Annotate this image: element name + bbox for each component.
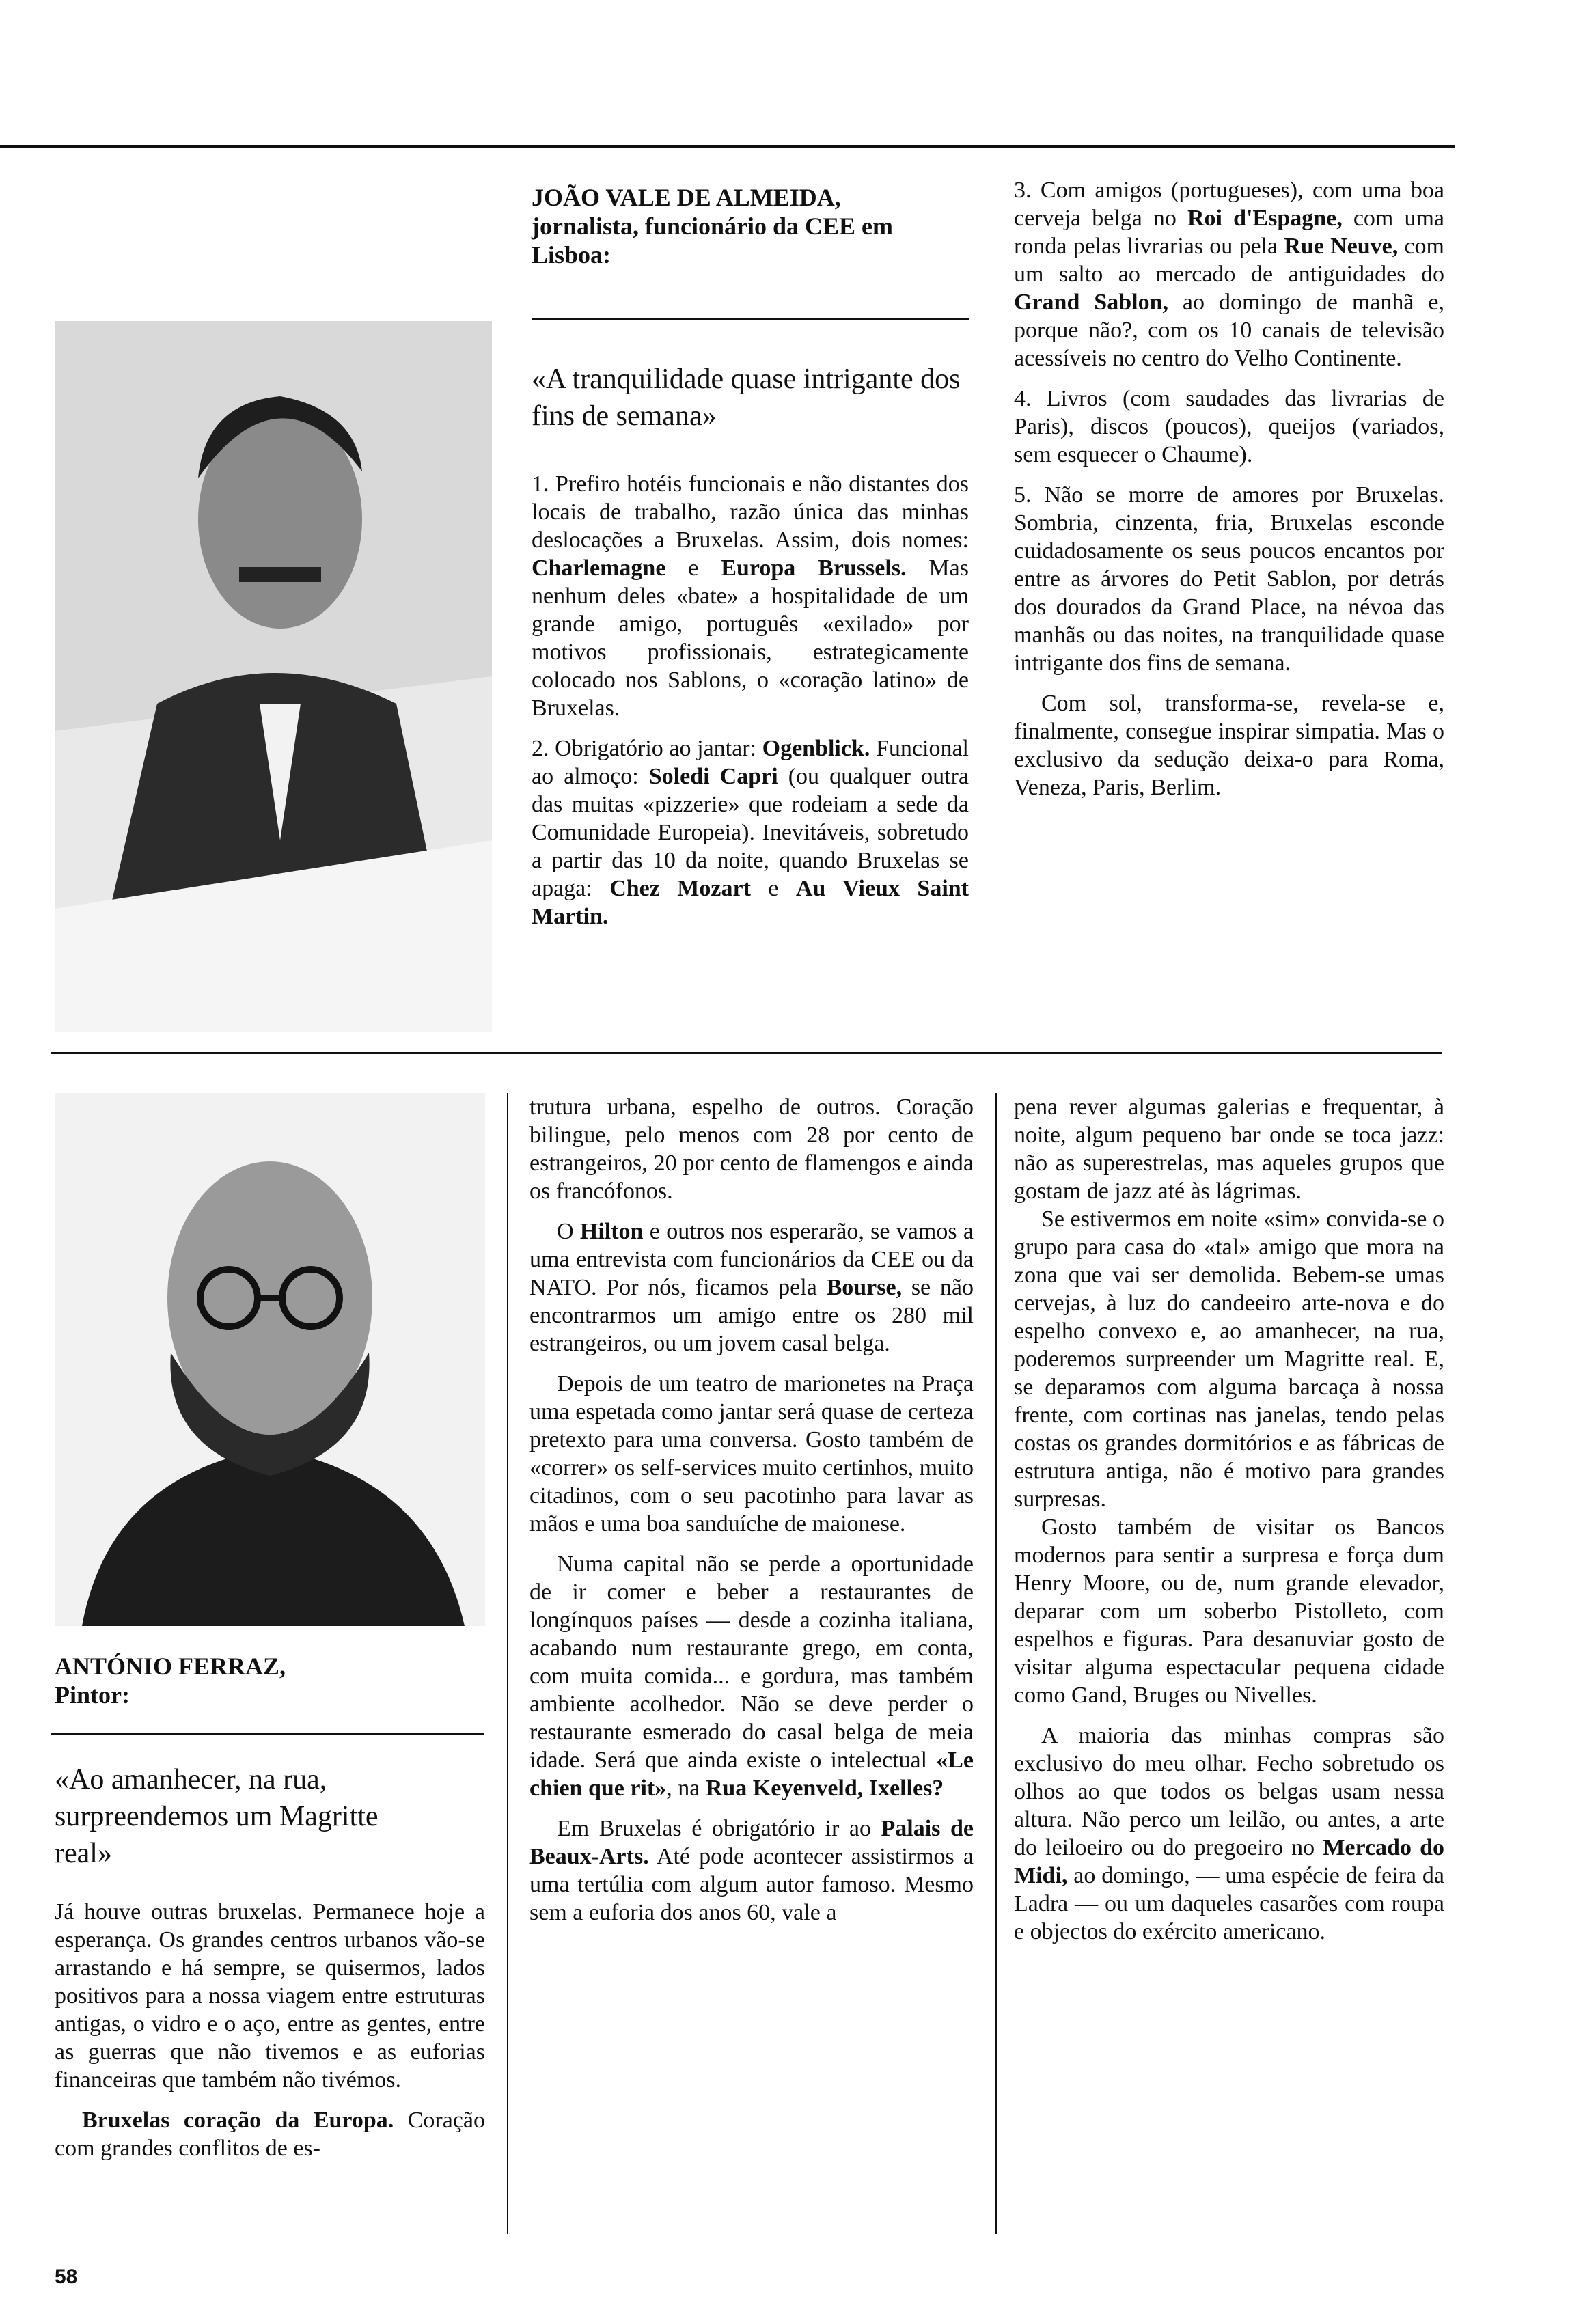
- article2-column-3: [1014, 1093, 1444, 1946]
- article2-column-2: [529, 1093, 974, 1927]
- paragraph: Numa capital não se perde a oportunidade de ir comer e beber a restaurantes de longínquos países — desde a cozinha italiana, acabando num restaurante grego, em conta, com muita comida... e gordura, mas também ambiente acolhedor. Não se deve perder o restaurante esmerado do casal belga de meia idade. Será que ainda existe o intelectual «Le chien que rit», na Rua Keyenveld, Ixelles?: [529, 1552, 974, 1801]
- bold-term: Roi d'Espagne,: [1187, 206, 1343, 231]
- paragraph: 2. Obrigatório ao jantar: Ogenblick. Funcional ao almoço: Soledi Capri (ou qualquer outra das muitas «pizzerie» que rodeiam a sede da Comunidade Europeia). Inevitáveis, sobretudo a partir das 10 da noite, quando Bruxelas se apaga: Chez Mozart e Au Vieux Saint Martin.: [532, 736, 969, 929]
- column-rule-left: [507, 1093, 508, 2234]
- section-divider: [51, 1052, 1442, 1054]
- article2-column-1: [55, 1898, 485, 2162]
- headline-1: «A tranquilidade quase intrigante dos fins de semana»: [532, 363, 961, 432]
- article1-column-1: [532, 470, 969, 930]
- paragraph: A maioria das minhas compras são exclusivo do meu olhar. Fecho sobretudo os olhos ao que todos os belgas usam nessa altura. Não perco um leilão, ou antes, a arte do leiloeiro ou do pregoeiro no Mercado do Midi, ao domingo, — uma espécie de feira da Ladra — ou um daqueles casarões com roupa e objectos do exército americano.: [1014, 1723, 1445, 1944]
- bold-term: Grand Sablon,: [1014, 290, 1168, 315]
- bold-term: Ogenblick.: [762, 736, 870, 761]
- paragraph: pena rever algumas galerias e frequentar, à noite, algum pequeno bar onde se toca jazz: não as superestrelas, mas aqueles grupos que gostam de jazz até às lágrimas.: [1014, 1094, 1444, 1204]
- byline-name: ANTÓNIO FERRAZ,: [55, 1653, 286, 1680]
- article1-column-2: [1014, 176, 1444, 801]
- paragraph: Bruxelas coração da Europa. Coração com grandes conflitos de es-: [55, 2108, 485, 2161]
- paragraph: 1. Prefiro hotéis funcionais e não distantes dos locais de trabalho, razão única das minhas deslocações a Bruxelas. Assim, dois nomes: Charlemagne e Europa Brussels. Mas nenhum deles «bate» a hospitalidade de um grande amigo, português «exilado» por motivos profissionais, estrategicamente colocado nos Sablons, o «coração latino» de Bruxelas.: [532, 471, 969, 721]
- bold-term: Charlemagne: [532, 555, 666, 581]
- paragraph: Em Bruxelas é obrigatório ir ao Palais de Beaux-Arts. Até pode acontecer assistirmos a uma tertúlia com algum autor famoso. Mesmo sem a euforia dos anos 60, vale a: [529, 1816, 974, 1925]
- paragraph: Se estivermos em noite «sim» convida-se o grupo para casa do «tal» amigo que mora na zona que vai ser demolida. Bebem-se umas cervejas, à luz do candeeiro arte-nova e do espelho convexo e, ao amanhecer, na rua, poderemos surpreender um Magritte real. E, se deparamos com alguma barcaça à nossa frente, com cortinas nas janelas, tendo pelas costas os grandes dormitórios e as fábricas de estrutura antiga, não é motivo para grandes surpresas.: [1014, 1207, 1444, 1512]
- bold-term: Bruxelas coração da Europa.: [82, 2108, 394, 2133]
- bold-term: Europa Brussels.: [721, 555, 907, 581]
- portrait-photo-joao-vale-de-almeida: [55, 321, 492, 1032]
- paragraph: Com sol, transforma-se, revela-se e, finalmente, consegue inspirar simpatia. Mas o exclusivo da sedução deixa-o para Roma, Veneza, Paris, Berlim.: [1014, 691, 1444, 800]
- bold-term: Au Vieux Saint Martin.: [532, 876, 969, 929]
- bold-term: Soledi Capri: [648, 764, 778, 789]
- bold-term: Bourse,: [826, 1275, 903, 1300]
- bold-term: Mercado do Midi,: [1014, 1835, 1445, 1888]
- byline-role: Pintor:: [55, 1681, 130, 1709]
- byline-rule-1: [532, 318, 969, 320]
- headline-2: «Ao amanhecer, na rua, surpreendemos um Magritte real»: [55, 1764, 379, 1869]
- bold-term: Rue Neuve,: [1284, 234, 1399, 259]
- bold-term: Chez Mozart: [609, 876, 751, 901]
- page-number: 58: [55, 2265, 78, 2288]
- paragraph: 4. Livros (com saudades das livrarias de Paris), discos (poucos), queijos (variados, sem esquecer o Chaume).: [1014, 386, 1444, 467]
- paragraph: 5. Não se morre de amores por Bruxelas. Sombria, cinzenta, fria, Bruxelas esconde cuidadosamente os seus poucos encantos por entre as árvores do Petit Sablon, por detrás dos dourados da Grand Place, na névoa das manhãs ou das noites, na tranquilidade quase intrigante dos fins de semana.: [1014, 482, 1444, 676]
- byline-name: JOÃO VALE DE ALMEIDA,: [532, 184, 841, 211]
- byline-role: jornalista, funcionário da CEE em Lisboa:: [532, 212, 894, 268]
- bold-term: Hilton: [579, 1219, 644, 1244]
- column-rule-right: [995, 1093, 997, 2234]
- paragraph: trutura urbana, espelho de outros. Coração bilingue, pelo menos com 28 por cento de estrangeiros, 20 por cento de flamengos e ainda os francófonos.: [529, 1094, 974, 1204]
- portrait-photo-antonio-ferraz: [55, 1093, 485, 1626]
- paragraph: 3. Com amigos (portugueses), com uma boa cerveja belga no Roi d'Espagne, com uma ronda pelas livrarias ou pela Rue Neuve, com um salto ao mercado de antiguidades do Grand Sablon, ao domingo de manhã e, porque não?, com os 10 canais de televisão acessíveis no centro do Velho Continente.: [1014, 178, 1445, 371]
- paragraph: Depois de um teatro de marionetes na Praça uma espetada como jantar será quase de certeza pretexto para uma conversa. Gosto também de «correr» os self-services muito certinhos, muito citadinos, com o seu pacotinho para lavar as mãos e uma boa sanduíche de maionese.: [529, 1371, 974, 1536]
- paragraph: O Hilton e outros nos esperarão, se vamos a uma entrevista com funcionários da CEE ou da NATO. Por nós, ficamos pela Bourse, se não encontrarmos um amigo entre os 280 mil estrangeiros, ou um jovem casal belga.: [529, 1219, 974, 1356]
- paragraph: Já houve outras bruxelas. Permanece hoje a esperança. Os grandes centros urbanos vão-se arrastando e há sempre, se quisermos, lados positivos para a nossa viagem entre estruturas antigas, o vidro e o aço, entre as gentes, entre as guerras que não tivemos e as euforias financeiras que também não tivémos.: [55, 1899, 485, 2093]
- bold-term: «Le chien que rit»: [529, 1748, 974, 1801]
- bold-term: Rua Keyenveld, Ixelles?: [705, 1776, 944, 1801]
- paragraph: Gosto também de visitar os Bancos modernos para sentir a surpresa e força dum Henry Moore, ou de, num grande elevador, deparar com um soberbo Pistolleto, com espelhos e figuras. Para desanuviar gosto de visitar alguma espectacular pequena cidade como Gand, Bruges ou Nivelles.: [1014, 1515, 1444, 1708]
- bold-term: Palais de Beaux-Arts.: [529, 1816, 974, 1869]
- byline-2: [55, 1652, 485, 1709]
- byline-rule-2: [51, 1733, 484, 1735]
- top-rule: [0, 145, 1455, 148]
- byline-1: [532, 183, 969, 269]
